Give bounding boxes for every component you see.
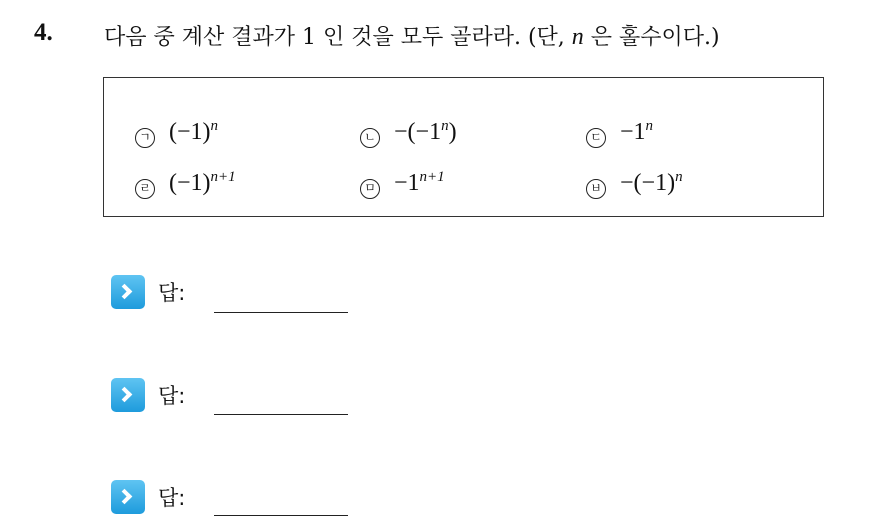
choice-expression: $-(-1)^n$ bbox=[620, 169, 683, 196]
choice-giyeok bbox=[135, 119, 218, 146]
choice-marker: ㄹ bbox=[135, 179, 155, 199]
choice-rieul bbox=[135, 170, 236, 197]
question-number: 4. bbox=[34, 19, 53, 46]
answer-row[interactable] bbox=[111, 378, 185, 412]
choice-expression: $-1^{n+1}$ bbox=[394, 169, 445, 196]
choice-bieup bbox=[586, 170, 683, 197]
choice-mieum bbox=[360, 170, 445, 197]
choice-expression: $-(-1^n)$ bbox=[394, 118, 457, 145]
answer-label: 답: bbox=[158, 281, 186, 305]
choice-digeut bbox=[586, 119, 653, 146]
answer-blank[interactable] bbox=[214, 414, 348, 415]
answer-row[interactable] bbox=[111, 275, 185, 309]
answer-label: 답: bbox=[158, 384, 186, 408]
choice-expression: $-1^n$ bbox=[620, 118, 654, 145]
answer-label: 답: bbox=[158, 486, 186, 510]
answer-blank[interactable] bbox=[214, 515, 348, 516]
answer-row[interactable] bbox=[111, 480, 185, 514]
question-variable: n bbox=[571, 24, 584, 50]
choice-expression: $(-1)^{n+1}$ bbox=[169, 169, 236, 196]
question-text bbox=[104, 20, 720, 51]
chevron-right-icon bbox=[111, 378, 145, 412]
choice-expression: $(-1)^n$ bbox=[169, 118, 219, 145]
answer-blank[interactable] bbox=[214, 312, 348, 313]
choice-marker: ㅂ bbox=[586, 179, 606, 199]
question-text-after: 은 홀수이다.) bbox=[583, 25, 720, 50]
chevron-right-icon bbox=[111, 275, 145, 309]
choice-nieun bbox=[360, 119, 457, 146]
choice-marker: ㄱ bbox=[135, 128, 155, 148]
choice-marker: ㄴ bbox=[360, 128, 380, 148]
choice-marker: ㅁ bbox=[360, 179, 380, 199]
choice-box bbox=[103, 77, 824, 217]
choice-marker: ㄷ bbox=[586, 128, 606, 148]
chevron-right-icon bbox=[111, 480, 145, 514]
question-text-before: 다음 중 계산 결과가 1 인 것을 모두 골라라. (단, bbox=[104, 25, 572, 50]
